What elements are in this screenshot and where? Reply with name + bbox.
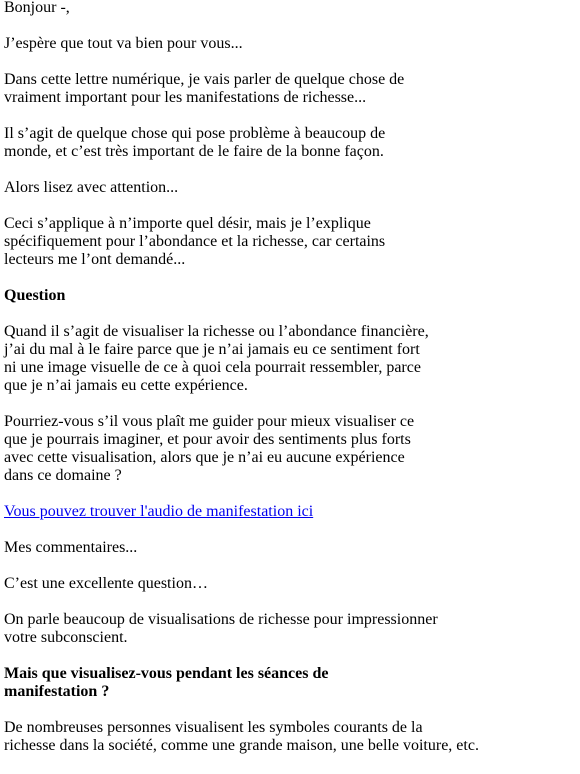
paragraph-comments (4, 539, 580, 557)
paragraph-line: Ceci s’applique à n’importe quel désir, mais je l’explique (4, 215, 371, 232)
paragraph-read-carefully (4, 179, 580, 197)
paragraph-line: Alors lisez avec attention... (4, 179, 179, 196)
greeting (4, 0, 580, 17)
paragraph-question-1 (4, 323, 580, 395)
paragraph-line: vraiment important pour les manifestations de richesse... (4, 89, 367, 106)
heading-text: Question (4, 287, 66, 304)
paragraph-line: ni une image visuelle de ce à quoi cela pourrait ressembler, parce (4, 359, 421, 376)
audio-link[interactable]: Vous pouvez trouver l'audio de manifestation ici (4, 503, 314, 520)
paragraph-line: lecteurs me l’ont demandé... (4, 251, 186, 268)
paragraph-line: que je pourrais imaginer, et pour avoir des sentiments plus forts (4, 431, 411, 448)
paragraph-line: J’espère que tout va bien pour vous... (4, 35, 243, 52)
paragraph-applies (4, 215, 580, 269)
paragraph-visualisations (4, 611, 580, 647)
paragraph-excellent-question (4, 575, 580, 593)
bold-subheading (4, 665, 580, 701)
paragraph-problem (4, 125, 580, 161)
greeting-text: Bonjour -, (4, 0, 70, 16)
paragraph-line: monde, et c’est très important de le faire de la bonne façon. (4, 143, 384, 160)
paragraph-line: dans ce domaine ? (4, 467, 122, 484)
question-heading (4, 287, 580, 305)
paragraph-line: Mes commentaires... (4, 539, 138, 556)
paragraph-question-2 (4, 413, 580, 485)
paragraph-line: On parle beaucoup de visualisations de richesse pour impressionner (4, 611, 438, 628)
paragraph-line: votre subconscient. (4, 629, 128, 646)
paragraph-line: Quand il s’agit de visualiser la richesse ou l’abondance financière, (4, 323, 429, 340)
paragraph-line: richesse dans la société, comme une grande maison, une belle voiture, etc. (4, 737, 479, 754)
paragraph-line: De nombreuses personnes visualisent les symboles courants de la (4, 719, 423, 736)
paragraph-line: avec cette visualisation, alors que je n’ai eu aucune expérience (4, 449, 405, 466)
paragraph-line: Dans cette lettre numérique, je vais parler de quelque chose de (4, 71, 405, 88)
heading-text: manifestation ? (4, 683, 110, 700)
paragraph-line: spécifiquement pour l’abondance et la richesse, car certains (4, 233, 386, 250)
paragraph-line: Il s’agit de quelque chose qui pose problème à beaucoup de (4, 125, 386, 142)
paragraph-line: j’ai du mal à le faire parce que je n’ai jamais eu ce sentiment fort (4, 341, 420, 358)
paragraph-symbols (4, 719, 580, 755)
paragraph-topic (4, 71, 580, 107)
paragraph-line: que je n’ai jamais eu cette expérience. (4, 377, 248, 394)
paragraph-intro (4, 35, 580, 53)
heading-text: Mais que visualisez-vous pendant les séances de (4, 665, 329, 682)
paragraph-line: Pourriez-vous s’il vous plaît me guider pour mieux visualiser ce (4, 413, 415, 430)
paragraph-line: C’est une excellente question… (4, 575, 208, 592)
audio-link-paragraph (4, 503, 580, 521)
